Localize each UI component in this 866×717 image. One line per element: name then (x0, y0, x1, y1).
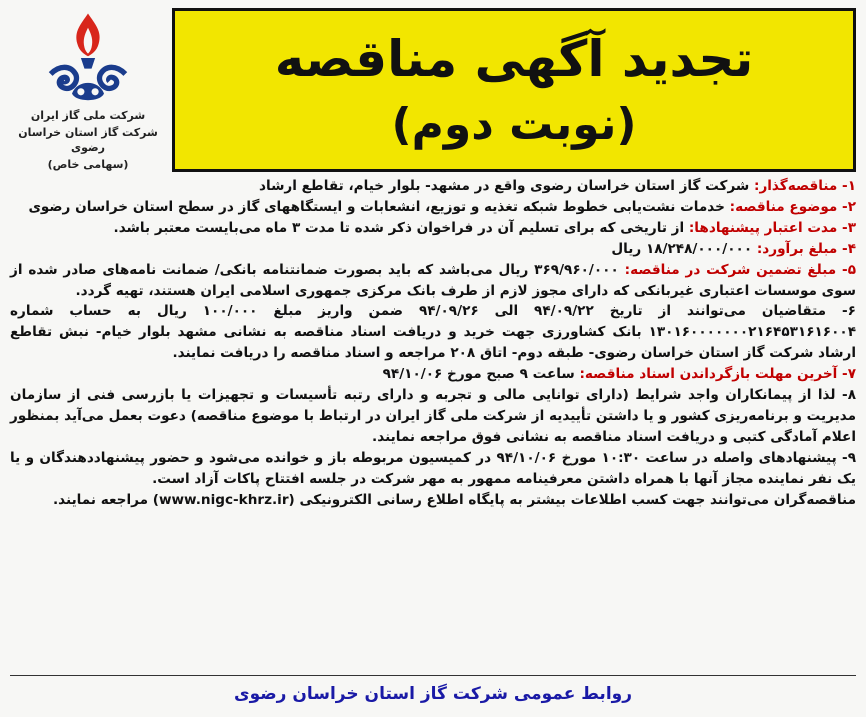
item-text: مناقصه‌گران می‌توانند جهت کسب اطلاعات بیشتر به پایگاه اطلاع رسانی الکترونیکی (www.nigc-khrz.ir) مراجعه نمایند. (53, 491, 856, 508)
company-name-1: شرکت ملی گاز ایران (30, 109, 146, 122)
tender-details (10, 176, 856, 511)
item-proposal-validity (10, 218, 856, 239)
item-deadline (10, 364, 856, 385)
company-type: (سهامی خاص) (47, 158, 129, 171)
footer-text: روابط عمومی شرکت گاز استان خراسان رضوی (234, 683, 632, 704)
item-document-purchase (10, 301, 856, 364)
item-text: ۹- پیشنهادهای واصله در ساعت ۱۰:۳۰ مورخ ۹۴/۱۰/۰۶ در کمیسیون مربوطه باز و خوانده می‌شود و حضور پیشنهاددهندگان و یا یک نفر نماینده مجاز آنها با همراه داشتن معرفینامه ممهور به مهر شرکت در جلسه افتتاح پاکات آزاد است. (10, 449, 857, 487)
item-text: خدمات نشت‌یابی خطوط شبکه تغذیه و توزیع، انشعابات و ایستگاههای گاز در سطح استان خراسان رضوی (28, 198, 730, 215)
company-name-2: شرکت گاز استان خراسان رضوی (18, 126, 158, 154)
item-website-note (10, 490, 856, 511)
footer-public-relations (10, 675, 856, 711)
flame-gas-logo-icon (40, 10, 136, 106)
page-title: تجدید آگهی مناقصه (274, 30, 754, 88)
item-text: ۸- لذا از پیمانکاران واجد شرایط (دارای توانایی مالی و تجربه و دارای رتبه تأسیسات و تجهیزات یا بازرسی فنی از سازمان مدیریت و برنامه‌ریزی کشور و یا داشتن تأییدیه از شرکت ملی گاز ایران در ارتباط با موضوع مناقصه) دعوت بعمل می‌آید بمنظور اعلام آمادگی کتبی و دریافت اسناد مناقصه به نشانی فوق مراجعه نمایند. (10, 387, 856, 445)
item-text: از تاریخی که برای تسلیم آن در فراخوان ذکر شده تا مدت ۳ ماه می‌بایست معتبر باشد. (113, 219, 689, 236)
company-logo-block (8, 8, 168, 172)
item-label: ۲- موضوع مناقصه: (729, 198, 856, 215)
item-tender-holder (10, 176, 856, 197)
item-label: ۱- مناقصه‌گذار: (754, 178, 856, 194)
item-label: ۳- مدت اعتبار پیشنهادها: (688, 219, 856, 236)
item-text: ۶- متقاضیان می‌توانند از تاریخ ۹۴/۰۹/۲۲ الی ۹۴/۰۹/۲۶ ضمن واریز مبلغ ۱۰۰/۰۰۰ ریال به حساب شماره ۱۳۰۱۶۰۰۰۰۰۰۰۲۱۶۴۵۳۱۶۱۶۰۰۴ بانک کشاورزی جهت خرید و دریافت اسناد مناقصه به نشانی مشهد بلوار خیام- نبش تقاطع ارشاد شرکت گاز استان خراسان رضوی- طبقه دوم- اتاق ۲۰۸ مراجعه و اسناد مناقصه را دریافت نمایند. (10, 303, 856, 362)
item-label: ۵- مبلغ تضمین شرکت در مناقصه: (624, 261, 857, 278)
item-text: شرکت گاز استان خراسان رضوی واقع در مشهد- بلوار خیام، تقاطع ارشاد (258, 178, 755, 194)
item-eligibility (10, 385, 856, 448)
item-label: ۷- آخرین مهلت بازگرداندن اسناد مناقصه: (579, 366, 856, 383)
item-text: ساعت ۹ صبح مورخ ۹۴/۱۰/۰۶ (382, 366, 580, 383)
item-guarantee (10, 260, 856, 302)
item-opening-session (10, 448, 856, 490)
item-estimate (10, 239, 856, 260)
item-text: ۳۶۹/۹۶۰/۰۰۰ ریال می‌باشد که باید بصورت ضمانتنامه بانکی/ ضمانت نامه‌های صادر شده از سوی موسسات اعتباری غیربانکی که دارای مجوز لازم از طرف بانک مرکزی جمهوری اسلامی ایران هستند، تهیه گردد. (10, 261, 856, 299)
item-text: ۱۸/۲۴۸/۰۰۰/۰۰۰ ریال (611, 240, 757, 257)
title-banner (172, 8, 856, 172)
item-tender-subject (10, 197, 856, 218)
item-label: ۴- مبلغ برآورد: (756, 240, 856, 257)
page-subtitle: (نوبت دوم) (391, 99, 637, 150)
